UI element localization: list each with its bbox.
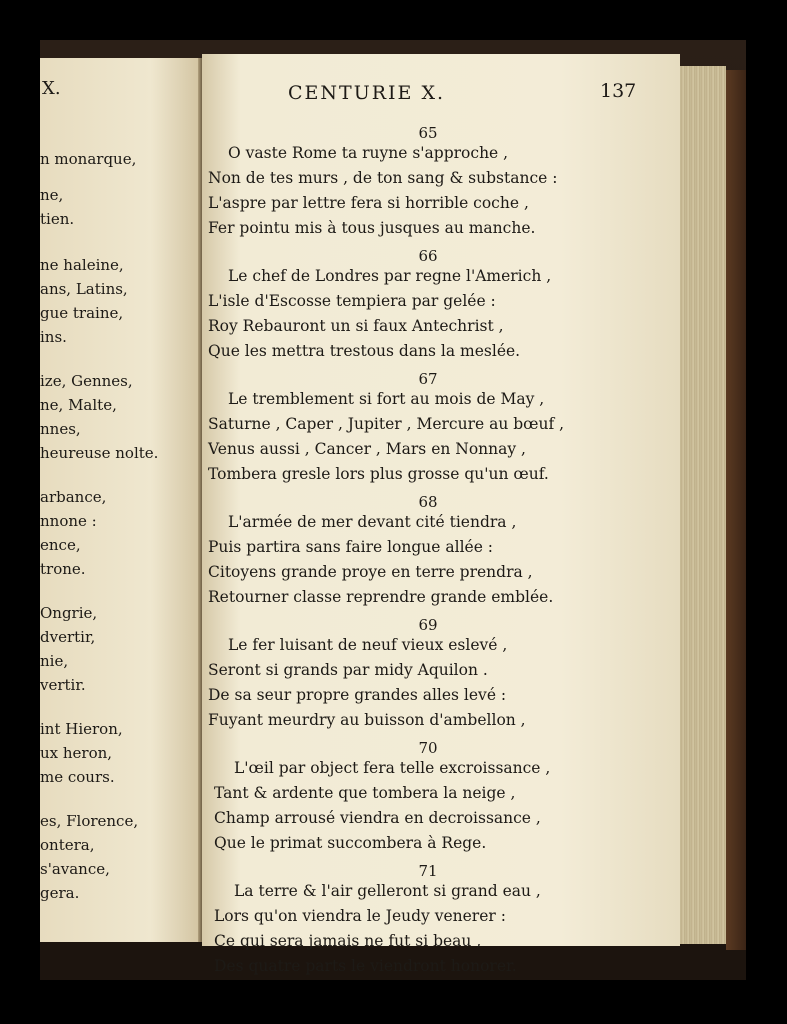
left-page-line: vertir. [40, 676, 86, 694]
right-page [202, 54, 680, 975]
verse-line: Retourner classe reprendre grande emblée. [208, 588, 554, 606]
verse-line: Non de tes murs , de ton sang & substance : [208, 169, 558, 187]
left-page-line: nnone : [40, 512, 97, 530]
verse-line: Le tremblement si fort au mois de May , [228, 390, 545, 408]
verse-line: De sa seur propre grandes alles levé : [208, 686, 507, 704]
left-page-line: heureuse nolte. [40, 444, 159, 462]
left-page-line: ize, Gennes, [40, 372, 133, 390]
verse-line: Lors qu'on viendra le Jeudy venerer : [214, 907, 506, 925]
left-page-line: gue traine, [40, 304, 124, 322]
verse-line: Tant & ardente que tombera la neige , [214, 784, 516, 802]
left-page [40, 58, 198, 942]
left-page-header: X. [42, 78, 61, 99]
left-page-line: ence, [40, 536, 81, 554]
left-page-line: trone. [40, 560, 86, 578]
verse-line: O vaste Rome ta ruyne s'approche , [228, 144, 509, 162]
left-page-line: ne haleine, [40, 256, 124, 274]
verse-line: Fer pointu mis à tous jusques au manche. [208, 219, 536, 237]
verse-line: Seront si grands par midy Aquilon . [208, 661, 488, 679]
left-page-line: ontera, [40, 836, 95, 854]
verse-line: Citoyens grande proye en terre prendra , [208, 563, 533, 581]
left-page-line: ins. [40, 328, 67, 346]
left-page-line: ne, [40, 186, 64, 204]
verse-line: Que les mettra trestous dans la meslée. [208, 342, 521, 360]
verse-line: La terre & l'air gelleront si grand eau , [234, 882, 541, 900]
left-page-line: gera. [40, 884, 80, 902]
left-page-line: arbance, [40, 488, 107, 506]
verse-line: Venus aussi , Cancer , Mars en Nonnay , [208, 440, 526, 458]
left-page-line: n monarque, [40, 150, 137, 168]
verse-line: Roy Rebauront un si faux Antechrist , [208, 317, 504, 335]
left-page-line: ne, Malte, [40, 396, 117, 414]
verse-line: L'œil par object fera telle excroissance , [234, 759, 551, 777]
left-page-line: int Hieron, [40, 720, 123, 738]
verse-line: Le chef de Londres par regne l'Americh , [228, 267, 552, 285]
verse-line: Que le primat succombera à Rege. [214, 834, 487, 852]
quatrain-number: 71 [418, 862, 438, 880]
left-page-line: Ongrie, [40, 604, 98, 622]
book-cover-edge [726, 70, 746, 950]
quatrain-number: 70 [418, 739, 438, 757]
verse-line: Champ arrousé viendra en decroissance , [214, 809, 541, 827]
left-page-line: me cours. [40, 768, 115, 786]
left-page-line: nnes, [40, 420, 81, 438]
verse-line: Puis partira sans faire longue allée : [208, 538, 494, 556]
left-page-line: ans, Latins, [40, 280, 128, 298]
quatrain-number: 66 [418, 247, 438, 265]
verse-line: Le fer luisant de neuf vieux eslevé , [228, 636, 508, 654]
quatrain-number: 67 [418, 370, 438, 388]
quatrain-number: 65 [418, 124, 438, 142]
book-spread [40, 40, 746, 980]
verse-line: Fuyant meurdry au buisson d'ambellon , [208, 711, 526, 729]
left-page-line: es, Florence, [40, 812, 139, 830]
left-page-line: tien. [40, 210, 75, 228]
verse-line: Ce qui sera jamais ne fut si beau , [214, 932, 482, 950]
left-page-line: ux heron, [40, 744, 113, 762]
verse-line: Des quatre parts le viendront honorer. [214, 957, 517, 975]
left-page-line: dvertir, [40, 628, 96, 646]
verse-line: L'aspre par lettre fera si horrible coche , [208, 194, 529, 212]
quatrain-number: 69 [418, 616, 438, 634]
quatrain-number: 68 [418, 493, 438, 511]
verse-line: Tombera gresle lors plus grosse qu'un œuf. [208, 465, 549, 483]
page-edges [680, 66, 726, 944]
running-head: CENTURIE X. [288, 82, 446, 104]
verse-line: L'isle d'Escosse tempiera par gelée : [208, 292, 496, 310]
page-number: 137 [600, 80, 637, 102]
left-page-line: s'avance, [40, 860, 110, 878]
verse-line: L'armée de mer devant cité tiendra , [228, 513, 517, 531]
left-page-line: nie, [40, 652, 69, 670]
verse-line: Saturne , Caper , Jupiter , Mercure au bœuf , [208, 415, 565, 433]
